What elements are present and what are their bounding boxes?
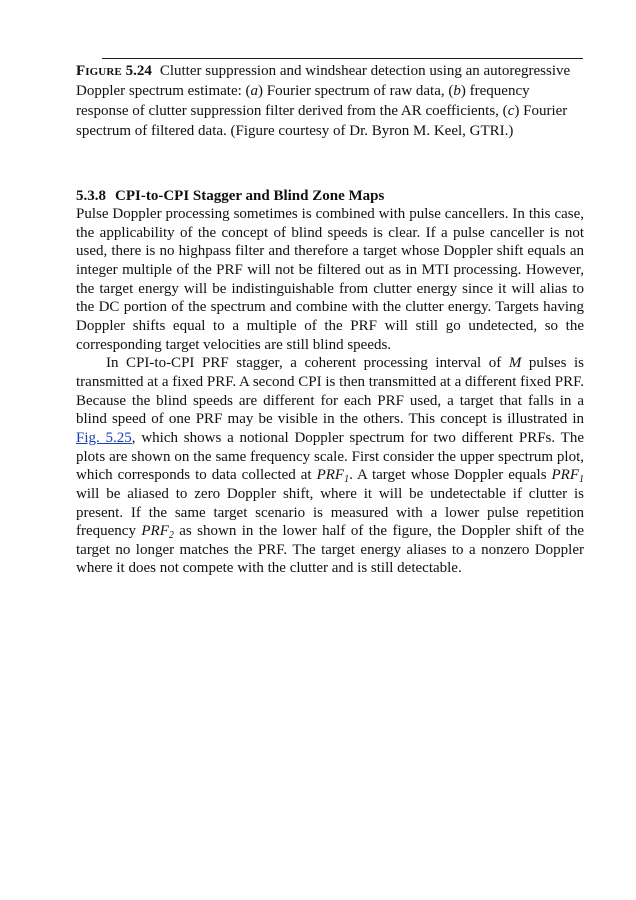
para2-text-1: In CPI-to-CPI PRF stagger, a coherent processing interval of <box>106 355 509 372</box>
symbol-M: M <box>508 355 522 372</box>
caption-text-3: ) frequency response of clutter suppression filter derived from the AR coefficients, ( <box>76 83 530 119</box>
para2-text-3: , which shows a notional Doppler spectrum for two different PRFs. The plots are shown on the same frequency scale. First consider the upper spectrum plot, which corresponds to data collected at <box>76 429 584 484</box>
section-heading <box>76 186 584 206</box>
caption-label: Figure <box>76 63 122 79</box>
para2-text-4: . A target whose Doppler equals <box>349 467 552 484</box>
symbol-prf2 <box>141 523 174 542</box>
prf-subscript: 1 <box>344 474 350 486</box>
prf-symbol: PRF <box>316 467 345 484</box>
figure-link[interactable]: Fig. 5.25 <box>76 429 132 446</box>
figure-caption <box>76 61 584 141</box>
caption-letter-b: b <box>453 83 461 99</box>
para2-text-6: as shown in the lower half of the figure, the Doppler shift of the target no longer matches the PRF. The target energy aliases to a nonzero Doppler where it does not compete with the clutter and is still detectable. <box>76 523 585 577</box>
para2-text-2: pulses is transmitted at a fixed PRF. A second CPI is then transmitted at a different fixed PRF. Because the blind speeds are different for each PRF used, a target that falls in a blind speed of one PRF may be visible in the others. This concept is illustrated in <box>76 355 584 428</box>
caption-text-4: ) Fourier spectrum of filtered data. (Figure courtesy of Dr. Byron M. Keel, GTRI.) <box>76 103 568 139</box>
symbol-prf1-b <box>551 467 585 486</box>
caption-top-rule <box>102 58 583 59</box>
prf-subscript: 1 <box>579 474 585 486</box>
symbol-prf1-a <box>316 467 350 486</box>
prf-symbol: PRF <box>141 523 169 540</box>
section-number: 5.3.8 <box>76 188 106 204</box>
paragraph-1: Pulse Doppler processing sometimes is combined with pulse cancellers. In this case, the applicability of the concept of blind speeds is clear. If a pulse canceller is not used, there is no highpass filter and therefore a target whose Doppler shift equals an integer multiple of the PRF will not be filtered out as in MTI processing. However, the target energy will be indistinguishable from clutter energy since it will alias to the DC portion of the spectrum and combine with the clutter energy. Targets having Doppler shifts equal to a multiple of the PRF will still go undetected, so the corresponding target velocities are still blind speeds. <box>76 206 584 353</box>
prf-subscript: 2 <box>168 530 174 542</box>
section-title: CPI-to-CPI Stagger and Blind Zone Maps <box>115 188 385 204</box>
caption-text-2: ) Fourier spectrum of raw data, ( <box>258 83 454 99</box>
para2-text-5: will be aliased to zero Doppler shift, where it will be undetectable if clutter is present. If the same target scenario is measured with a lower pulse repetition frequency <box>76 485 584 540</box>
caption-text-1: Clutter suppression and windshear detection using an autoregressive Doppler spectrum estimate: ( <box>76 63 571 99</box>
caption-letter-a: a <box>250 83 259 99</box>
prf-symbol: PRF <box>551 467 580 484</box>
paragraph-2 <box>76 354 584 578</box>
caption-letter-c: c <box>507 103 515 119</box>
body-text <box>76 205 584 578</box>
caption-number: 5.24 <box>125 63 152 79</box>
